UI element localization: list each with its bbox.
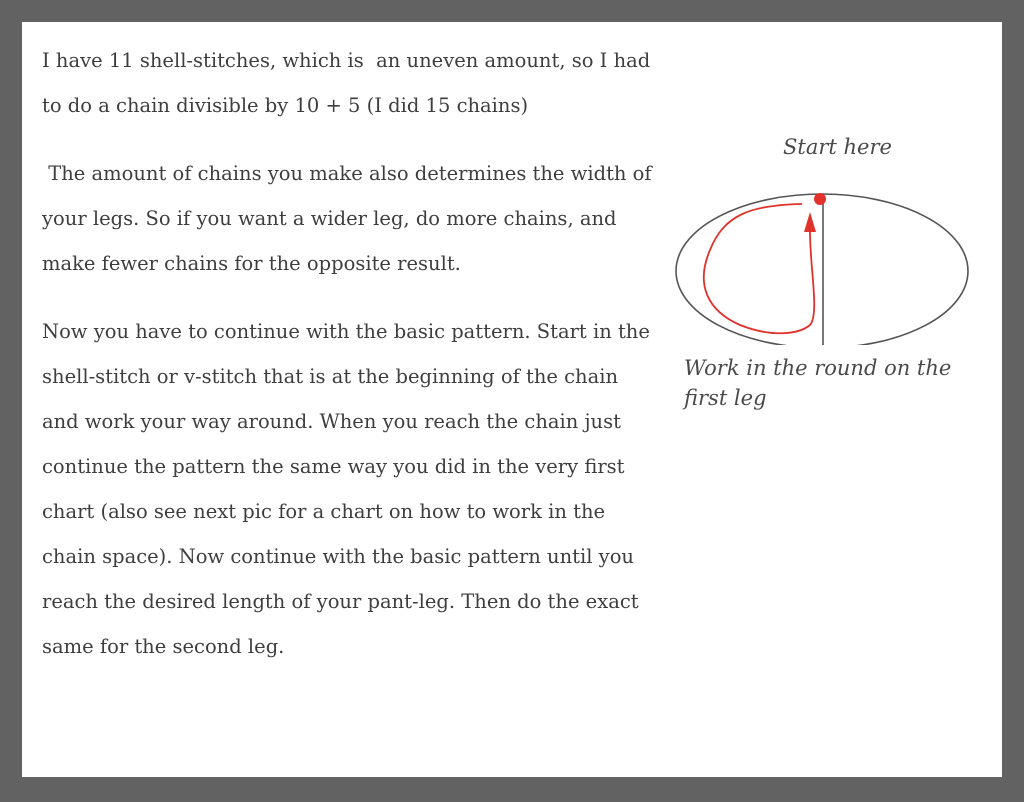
paragraph-chain-count: I have 11 shell-stitches, which is an uneven amount, so I had to do a chain divisible by 10 + 5 (I did 15 chains) (42, 49, 657, 117)
work-direction-path (704, 204, 814, 333)
paragraph-leg-width: The amount of chains you make also determines the width of your legs. So if you want a wider leg, do more chains, and make fewer chains for the opposite result. (42, 162, 658, 275)
diagram-caption: Work in the round on the first leg (684, 356, 952, 410)
leg-outline-ellipse (676, 194, 968, 345)
round-diagram (650, 135, 970, 345)
instructions-text (42, 38, 662, 669)
paragraph-basic-pattern: Now you have to continue with the basic pattern. Start in the shell-stitch or v-stitch that is at the beginning of the chain and work your way around. When you reach the chain just continue the pattern the same way you did in the very first chart (also see next pic for a chart on how to work in the chain space). Now continue with the basic pattern until you reach the desired length of your pant-leg. Then do the exact same for the second leg. (42, 320, 657, 658)
start-here-label: Start here (783, 135, 892, 159)
start-point-dot (814, 193, 826, 205)
direction-arrowhead (804, 212, 816, 232)
